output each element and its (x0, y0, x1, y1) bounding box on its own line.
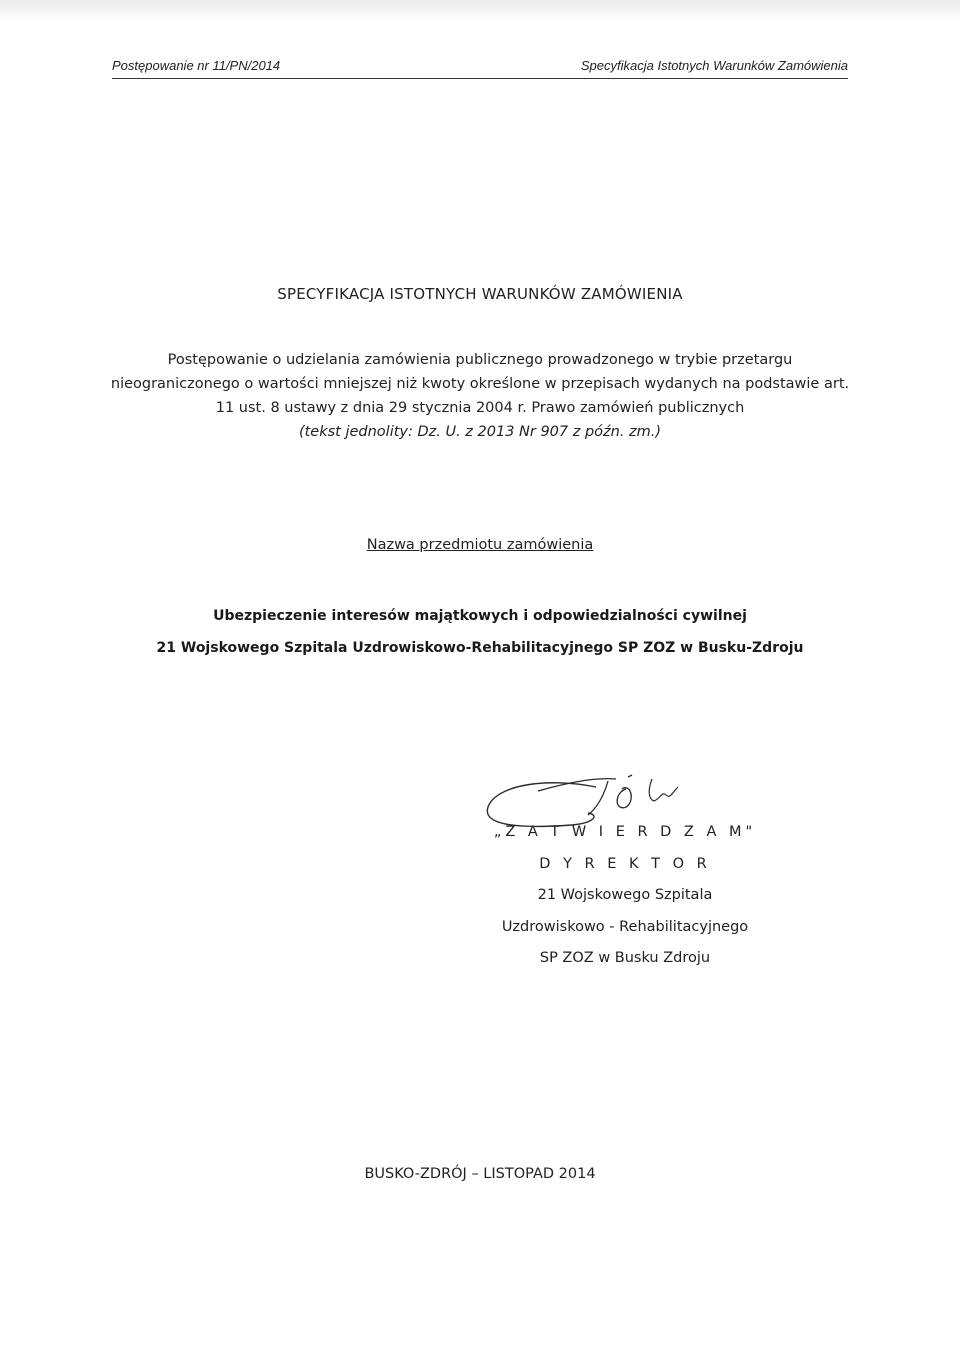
procedure-description (100, 348, 860, 444)
place-and-date: BUSKO-ZDRÓJ – LISTOPAD 2014 (364, 1166, 596, 1182)
approver-organization-line: 21 Wojskowego Szpitala (537, 887, 713, 903)
subject-line: 21 Wojskowego Szpitala Uzdrowiskowo-Rehabilitacyjnego SP ZOZ w Busku-Zdroju (156, 640, 804, 656)
subject-line: Ubezpieczenie interesów majątkowych i odpowiedzialności cywilnej (213, 608, 747, 624)
header-procedure-number: Postępowanie nr 11/PN/2014 (112, 58, 281, 73)
subject-of-contract (100, 600, 860, 664)
approval-block (480, 817, 770, 975)
intro-line: 11 ust. 8 ustawy z dnia 29 stycznia 2004 r. Prawo zamówień publicznych (215, 400, 745, 416)
header-document-name: Specyfikacja Istotnych Warunków Zamówienia (580, 58, 848, 73)
approver-organization-line: Uzdrowiskowo - Rehabilitacyjnego (501, 918, 749, 935)
scan-top-edge (0, 0, 960, 22)
intro-line: nieograniczonego o wartości mniejszej niż kwoty określone w przepisach wydanych na podstawie art. (110, 376, 850, 392)
document-title: SPECYFIKACJA ISTOTNYCH WARUNKÓW ZAMÓWIENIA (277, 285, 683, 303)
intro-line-legal-reference: (tekst jednolity: Dz. U. z 2013 Nr 907 z późn. zm.) (298, 424, 662, 440)
subject-label: Nazwa przedmiotu zamówienia (366, 537, 594, 553)
approver-organization-line: SP ZOZ w Busku Zdroju (539, 950, 711, 966)
approval-statement: „Z A T W I E R D Z A M" (493, 824, 757, 840)
approver-role: D Y R E K T O R (539, 855, 711, 872)
header-divider (112, 78, 848, 79)
intro-line: Postępowanie o udzielania zamówienia publicznego prowadzonego w trybie przetargu (167, 352, 793, 368)
